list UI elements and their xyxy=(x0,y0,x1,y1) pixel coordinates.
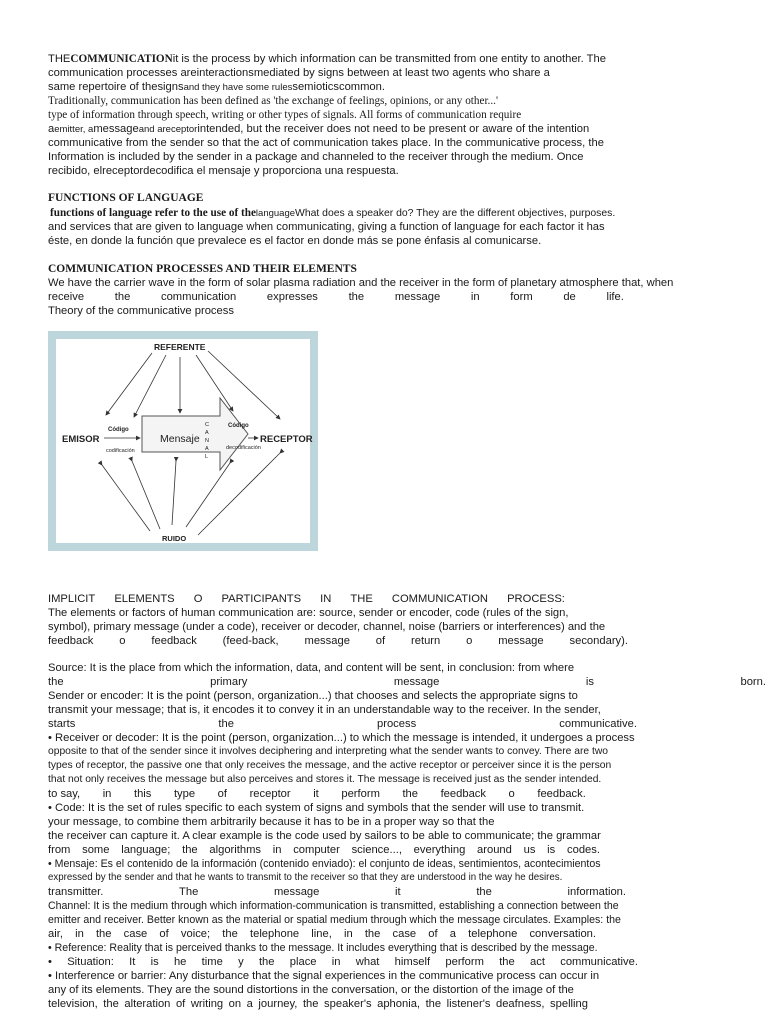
word: communicative. xyxy=(560,956,638,968)
word: air, xyxy=(48,928,63,940)
intro-term-communication: COMMUNICATION xyxy=(70,53,173,65)
word: the xyxy=(103,998,119,1010)
label-emisor: EMISOR xyxy=(62,434,100,445)
functions-bold-text: functions of language refer to the use of the xyxy=(50,207,256,219)
word: this xyxy=(133,788,152,800)
implicit-line-2: The elements or factors of human communication are: source, sender or encoder, code (rules of the sign, xyxy=(48,607,569,619)
word: the xyxy=(364,928,381,940)
word: it xyxy=(395,886,401,898)
elements-line-15: • Mensaje: Es el contenido de la información (contenido enviado): el conjunto de ideas, sentimientos, acontecimientos xyxy=(48,858,601,870)
word: case xyxy=(392,928,417,940)
intro-line-5: type of information through speech, writing or other types of signals. All forms of communication require xyxy=(48,109,522,121)
label-referente: REFERENTE xyxy=(154,342,206,352)
word: a xyxy=(449,928,457,940)
word: case xyxy=(123,928,148,940)
word: spelling xyxy=(550,998,588,1010)
word: codes. xyxy=(567,844,600,856)
elements-line-25 xyxy=(48,997,588,1011)
word: message xyxy=(394,291,441,303)
word: The xyxy=(179,886,199,898)
word: the xyxy=(114,291,131,303)
intro-line-2: communication processes areinteractionsmediated by signs between at least two agents who share a xyxy=(48,67,550,79)
word: feedback. xyxy=(537,788,586,800)
elements-line-13: the receiver can capture it. A clear example is the code used by sailors to be able to communicate; the grammar xyxy=(48,830,601,842)
section-heading-functions: FUNCTIONS OF LANGUAGE xyxy=(48,192,204,204)
intro-text-small: and they have some rules xyxy=(183,82,293,93)
word: television, xyxy=(48,998,98,1010)
functions-line-3: éste, en donde la función que prevalece es el factor en donde más se pone énfasis al comunicarse. xyxy=(48,235,542,247)
word: feedback xyxy=(48,635,94,647)
word: language; xyxy=(121,844,171,856)
word: transmitter. xyxy=(48,886,104,898)
word: he xyxy=(173,956,187,968)
word: is xyxy=(547,844,556,856)
word: everything xyxy=(413,844,466,856)
word: time xyxy=(201,956,223,968)
word: the xyxy=(95,928,112,940)
word: the xyxy=(258,956,275,968)
implicit-line-4 xyxy=(48,634,628,648)
elements-line-21: • Reference: Reality that is perceived thanks to the message. It includes everything that is described by the message. xyxy=(48,942,598,954)
word: in xyxy=(75,928,84,940)
word: in xyxy=(102,788,112,800)
elements-line-10 xyxy=(48,787,586,801)
elements-line-12: your message, to combine them arbitrarily because it has to be in a proper way so that the xyxy=(48,816,495,828)
intro-line-1 xyxy=(48,52,606,66)
diagram-svg xyxy=(48,331,318,551)
word: is xyxy=(585,676,594,688)
word: some xyxy=(82,844,110,856)
elements-line-17 xyxy=(48,885,626,899)
word: journey, xyxy=(258,998,298,1010)
label-decodificacion: decodificación xyxy=(226,445,261,451)
intro-text: message xyxy=(93,123,139,135)
word: of xyxy=(175,998,186,1010)
word: THE xyxy=(350,593,373,605)
word: science..., xyxy=(351,844,402,856)
word: COMMUNICATION xyxy=(391,593,488,605)
word: Situation: xyxy=(67,956,114,968)
elements-line-24: any of its elements. They are the sound distortions in the conversation, or the distortion of the image of the xyxy=(48,984,574,996)
elements-line-14 xyxy=(48,843,600,857)
elements-line-9: that not only receives the message but also perceives and stores it. The message is received just as the sender intended. xyxy=(48,774,602,785)
processes-line-2 xyxy=(48,290,624,304)
word: is xyxy=(150,956,159,968)
word: return xyxy=(411,635,441,647)
word: the xyxy=(476,886,492,898)
word: voice; xyxy=(180,928,211,940)
intro-text: intended, but the receiver does not need to be present or aware of the intention xyxy=(197,123,590,135)
functions-line-1 xyxy=(50,206,615,221)
intro-text: a xyxy=(48,123,55,135)
intro-line-6 xyxy=(48,122,589,137)
implicit-line-3: symbol), primary message (under a code), receiver or decoder, channel, noise (barriers or interferences) and the xyxy=(48,621,606,633)
elements-line-4: transmit your message; that is, it encodes it to convey it in an understandable way to the receiver. In the sender, xyxy=(48,704,601,716)
word: the xyxy=(402,788,419,800)
label-ruido: RUIDO xyxy=(162,534,187,543)
elements-line-23: • Interference or barrier: Any disturbance that the signal experiences in the communicative process can occur in xyxy=(48,970,600,982)
word: receive xyxy=(48,291,85,303)
processes-line-1: We have the carrier wave in the form of solar plasma radiation and the receiver in the form of planetary atmosphere that, when xyxy=(48,277,674,289)
word: alteration xyxy=(124,998,171,1010)
elements-line-19: emitter and receiver. Better known as the material or spatial medium through which the message circulates. Examples: the xyxy=(48,914,621,926)
word: IMPLICIT xyxy=(48,593,96,605)
word: feedback xyxy=(151,635,197,647)
elements-line-5 xyxy=(48,717,637,731)
word: o xyxy=(508,788,515,800)
elements-line-22 xyxy=(48,955,638,969)
word: himself xyxy=(394,956,431,968)
processes-line-3: Theory of the communicative process xyxy=(48,305,234,317)
word: the xyxy=(222,928,238,940)
word: of xyxy=(375,635,386,647)
intro-text-small: emitter, a xyxy=(54,124,94,135)
word: message xyxy=(498,635,544,647)
word: the xyxy=(425,998,442,1010)
intro-text-small: receptor xyxy=(162,124,198,135)
word: It xyxy=(129,956,136,968)
label-canal-l: L xyxy=(205,454,209,460)
word: of xyxy=(428,928,438,940)
word: act xyxy=(530,956,545,968)
word: in xyxy=(272,844,282,856)
word: born. xyxy=(740,676,766,688)
word: line, xyxy=(311,928,332,940)
word: message xyxy=(304,635,350,647)
intro-line-3 xyxy=(48,80,385,95)
word: message xyxy=(273,886,320,898)
intro-line-9: recibido, elreceptordecodifica el mensaje y proporciona una respuesta. xyxy=(48,165,399,177)
label-codigo-right: Código xyxy=(228,423,249,429)
label-codificacion: codificación xyxy=(106,448,135,454)
communication-process-diagram xyxy=(48,331,318,551)
label-canal-a2: A xyxy=(205,446,209,452)
section-heading-processes: COMMUNICATION PROCESSES AND THEIR ELEMENTS xyxy=(48,263,357,275)
word: algorithms xyxy=(209,844,261,856)
word: it xyxy=(313,788,319,800)
elements-line-2 xyxy=(48,675,766,689)
label-codigo-left: Código xyxy=(108,427,129,433)
label-canal-c: C xyxy=(205,422,209,428)
elements-line-7: opposite to that of the sender since it involves deciphering and interpreting what the sender wants to convey. There are two xyxy=(48,746,608,757)
word: place xyxy=(289,956,317,968)
word: message xyxy=(393,676,440,688)
intro-text-small: and a xyxy=(138,124,163,135)
word: of xyxy=(217,788,228,800)
elements-line-3: Sender or encoder: It is the point (person, organization...) that chooses and selects the appropriate signs to xyxy=(48,690,578,702)
word: the xyxy=(218,718,234,730)
word: secondary). xyxy=(569,635,628,647)
label-canal-n: N xyxy=(205,438,209,444)
word: starts xyxy=(48,718,76,730)
word: conversation. xyxy=(529,928,596,940)
word: computer xyxy=(293,844,340,856)
word: perform xyxy=(341,788,380,800)
intro-line-4: Traditionally, communication has been defined as 'the exchange of feelings, opinions, or any other...' xyxy=(48,95,498,107)
word: process xyxy=(377,718,417,730)
word: deafness, xyxy=(495,998,545,1010)
word: information. xyxy=(567,886,626,898)
intro-text: same repertoire of thesigns xyxy=(48,81,184,93)
word: y xyxy=(238,956,244,968)
word: on xyxy=(228,998,242,1010)
word: communicative. xyxy=(559,718,637,730)
intro-line-8: Information is included by the sender in a package and channeled to the receiver through the medium. Once xyxy=(48,151,584,163)
functions-text-small: language xyxy=(255,208,296,219)
word: around xyxy=(477,844,512,856)
word: O xyxy=(193,593,203,605)
word: perform xyxy=(445,956,484,968)
elements-line-8: types of receptor, the passive one that only receives the message, and the active receptor or perceiver since it is the person xyxy=(48,760,612,771)
word: expresses xyxy=(266,291,318,303)
word: the xyxy=(48,676,64,688)
elements-line-6: • Receiver or decoder: It is the point (person, organization...) to which the message is intended, it undergoes a process xyxy=(48,732,635,744)
word: telephone xyxy=(249,928,300,940)
word: us xyxy=(523,844,536,856)
word: (feed-back, xyxy=(222,635,279,647)
elements-line-20 xyxy=(48,927,596,941)
elements-line-1: Source: It is the place from which the information, data, and content will be sent, in conclusion: from where xyxy=(48,662,575,674)
word: receptor xyxy=(249,788,291,800)
word: the xyxy=(302,998,319,1010)
word: to say, xyxy=(48,788,81,800)
word: o xyxy=(466,635,473,647)
word: IN xyxy=(320,593,332,605)
intro-the: THE xyxy=(48,53,71,65)
word: feedback xyxy=(440,788,486,800)
word: in xyxy=(343,928,353,940)
word: listener's xyxy=(446,998,491,1010)
word: from xyxy=(48,844,71,856)
word: the xyxy=(499,956,515,968)
word: telephone xyxy=(468,928,518,940)
intro-line-7: communicative from the sender so that the act of communication takes place. In the communicative process, the xyxy=(48,137,604,149)
word: o xyxy=(119,635,126,647)
word: de xyxy=(563,291,576,303)
word: what xyxy=(355,956,380,968)
word: in xyxy=(470,291,480,303)
word: primary xyxy=(210,676,248,688)
elements-line-16: expressed by the sender and that he wants to transmit to the receiver so that they are understood in the way he desires. xyxy=(48,872,563,883)
word: ELEMENTS xyxy=(114,593,175,605)
word: PROCESS: xyxy=(507,593,565,605)
word: a xyxy=(246,998,253,1010)
intro-text: it is the process by which information can be transmitted from one entity to another. The xyxy=(172,53,606,65)
word: speaker's xyxy=(324,998,372,1010)
word: PARTICIPANTS xyxy=(221,593,302,605)
word: in xyxy=(331,956,341,968)
label-canal-a: A xyxy=(205,430,209,436)
word: the xyxy=(182,844,198,856)
word: type xyxy=(173,788,196,800)
word: communication xyxy=(160,291,237,303)
word: writing xyxy=(190,998,224,1010)
word: aphonia, xyxy=(377,998,421,1010)
functions-line-2: and services that are given to language when communicating, giving a function of language for each factor it has xyxy=(48,221,605,233)
word: the xyxy=(348,291,365,303)
elements-line-18: Channel: It is the medium through which information-communication is transmitted, establishing a connection between the xyxy=(48,900,619,912)
word: form xyxy=(510,291,533,303)
label-mensaje: Mensaje xyxy=(160,433,200,445)
elements-line-11: • Code: It is the set of rules specific to each system of signs and symbols that the sender will use to transmit. xyxy=(48,802,585,814)
intro-text: semioticscommon. xyxy=(292,81,385,93)
word: of xyxy=(159,928,169,940)
implicit-line-1 xyxy=(48,592,565,606)
label-receptor: RECEPTOR xyxy=(260,434,313,445)
functions-text: What does a speaker do? They are the different objectives, purposes. xyxy=(295,208,616,219)
word: • xyxy=(48,956,52,968)
word: life. xyxy=(606,291,624,303)
